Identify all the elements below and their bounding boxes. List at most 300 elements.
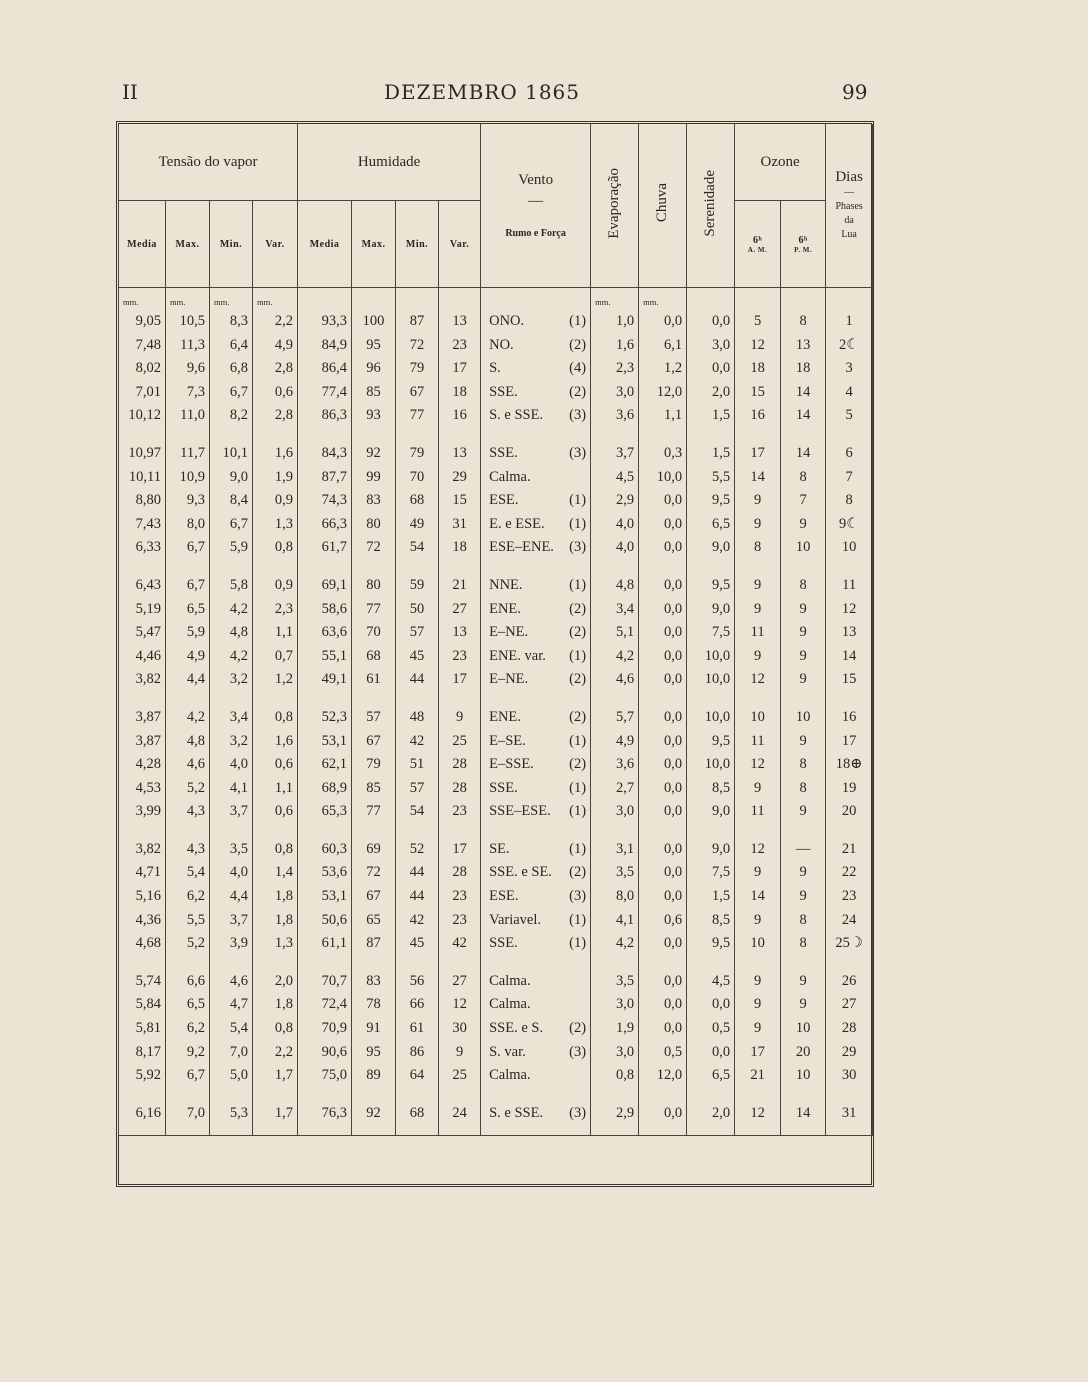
cell-hn: 68: [396, 1102, 439, 1126]
cell-hn: 57: [396, 777, 439, 801]
cell-tv: 1,7: [253, 1064, 298, 1088]
cell-tx: 6,5: [166, 993, 210, 1017]
vento-rumo: E–SSE.: [489, 756, 534, 773]
cell-ev: 3,7: [591, 442, 639, 466]
cell-oa: 9: [735, 970, 781, 994]
cell-hv: 23: [439, 885, 481, 909]
cell-hm: 86,3: [298, 404, 352, 428]
header-ozone-pm: [781, 201, 826, 288]
cell-op: 9: [781, 800, 826, 824]
vento-rumo: Calma.: [489, 972, 531, 989]
cell-se: 0,0: [687, 310, 735, 334]
cell-tn: 3,4: [210, 706, 253, 730]
cell-op: 8: [781, 466, 826, 490]
cell-oa: 10: [735, 706, 781, 730]
cell-vento: [481, 621, 591, 645]
cell-tv: 2,8: [253, 404, 298, 428]
cell-se: 9,5: [687, 730, 735, 754]
header-tensao: Tensão do vapor: [119, 124, 298, 201]
cell-op: 9: [781, 730, 826, 754]
cell-hv: 24: [439, 1102, 481, 1126]
cell-tx: 5,9: [166, 621, 210, 645]
cell-hm: 75,0: [298, 1064, 352, 1088]
vento-rumo: S. var.: [489, 1043, 526, 1060]
cell-op: 9: [781, 621, 826, 645]
header-vento-dash: —: [528, 193, 544, 209]
row-gap: [119, 428, 873, 442]
cell-hx: 77: [352, 800, 396, 824]
cell-se: 0,0: [687, 1041, 735, 1065]
cell-d: 6: [826, 442, 873, 466]
cell-se: 9,0: [687, 536, 735, 560]
cell-op: 18: [781, 357, 826, 381]
cell-tv: 2,8: [253, 357, 298, 381]
cell-op: 14: [781, 381, 826, 405]
cell-tn: 3,2: [210, 668, 253, 692]
cell-hx: 67: [352, 885, 396, 909]
vento-rumo: ENE.: [489, 708, 521, 725]
cell-ch: 0,0: [639, 993, 687, 1017]
cell-tx: 5,4: [166, 861, 210, 885]
cell-oa: 16: [735, 404, 781, 428]
cell-tm: 5,81: [119, 1017, 166, 1041]
cell-tm: 10,11: [119, 466, 166, 490]
vento-rumo: Calma.: [489, 468, 531, 485]
cell-tx: 4,3: [166, 800, 210, 824]
cell-d: 30: [826, 1064, 873, 1088]
cell-ch: 0,0: [639, 668, 687, 692]
cell-d: 29: [826, 1041, 873, 1065]
cell-vento: [481, 909, 591, 933]
cell-d: 15: [826, 668, 873, 692]
cell-d: 24: [826, 909, 873, 933]
header-serenidade: [687, 124, 735, 288]
vento-forca: (2): [569, 383, 587, 400]
cell-tm: 5,74: [119, 970, 166, 994]
cell-ev: 2,9: [591, 489, 639, 513]
cell-hm: 69,1: [298, 574, 352, 598]
cell-d: 22: [826, 861, 873, 885]
cell-oa: 10: [735, 932, 781, 956]
cell-tv: 1,8: [253, 885, 298, 909]
cell-ch: 0,0: [639, 536, 687, 560]
vento-rumo: SSE–ESE.: [489, 803, 551, 820]
cell-op: 9: [781, 598, 826, 622]
cell-tn: 5,3: [210, 1102, 253, 1126]
cell-d: 27: [826, 993, 873, 1017]
cell-se: 7,5: [687, 621, 735, 645]
cell-tm: 7,01: [119, 381, 166, 405]
cell-tn: 4,1: [210, 777, 253, 801]
cell-hm: 60,3: [298, 838, 352, 862]
cell-d: 5: [826, 404, 873, 428]
cell-tn: 6,7: [210, 381, 253, 405]
cell-ev: 4,9: [591, 730, 639, 754]
cell-hv: 15: [439, 489, 481, 513]
cell-tn: 6,8: [210, 357, 253, 381]
cell-ch: 0,0: [639, 1102, 687, 1126]
cell-tn: 8,3: [210, 310, 253, 334]
header-ozone-pm-hour: 6ʰ: [798, 234, 808, 246]
cell-op: 20: [781, 1041, 826, 1065]
cell-tv: 1,3: [253, 932, 298, 956]
cell-hm: 61,1: [298, 932, 352, 956]
header-chuva: [639, 124, 687, 288]
cell-d: 10: [826, 536, 873, 560]
cell-tx: 5,2: [166, 932, 210, 956]
cell-vento: [481, 932, 591, 956]
cell-ch: 0,0: [639, 645, 687, 669]
cell-hm: 77,4: [298, 381, 352, 405]
cell-tm: 4,71: [119, 861, 166, 885]
cell-ev: 4,1: [591, 909, 639, 933]
cell-tx: 10,9: [166, 466, 210, 490]
cell-ev: 3,6: [591, 404, 639, 428]
cell-tn: 4,2: [210, 598, 253, 622]
cell-hx: 78: [352, 993, 396, 1017]
cell-hn: 54: [396, 800, 439, 824]
cell-tv: 1,1: [253, 621, 298, 645]
cell-tv: 1,3: [253, 513, 298, 537]
cell-tm: 8,80: [119, 489, 166, 513]
cell-tn: 5,4: [210, 1017, 253, 1041]
cell-hv: 23: [439, 800, 481, 824]
cell-oa: 9: [735, 489, 781, 513]
cell-hn: 68: [396, 489, 439, 513]
cell-hv: 17: [439, 668, 481, 692]
cell-hm: 87,7: [298, 466, 352, 490]
cell-oa: 11: [735, 730, 781, 754]
cell-ch: 0,0: [639, 730, 687, 754]
cell-se: 9,5: [687, 574, 735, 598]
cell-d: 13: [826, 621, 873, 645]
cell-hx: 77: [352, 598, 396, 622]
cell-hx: 96: [352, 357, 396, 381]
cell-hv: 23: [439, 909, 481, 933]
cell-vento: [481, 730, 591, 754]
cell-hn: 77: [396, 404, 439, 428]
cell-hv: 28: [439, 753, 481, 777]
cell-op: 13: [781, 334, 826, 358]
cell-tn: 5,0: [210, 1064, 253, 1088]
cell-tn: 3,7: [210, 909, 253, 933]
cell-tn: 6,4: [210, 334, 253, 358]
cell-ev: 4,2: [591, 645, 639, 669]
cell-hv: 13: [439, 621, 481, 645]
cell-op: 8: [781, 310, 826, 334]
cell-hn: 44: [396, 885, 439, 909]
header-dias-da: da: [844, 215, 854, 226]
cell-se: 0,0: [687, 993, 735, 1017]
cell-tm: 7,48: [119, 334, 166, 358]
unit-cell: mm.: [591, 288, 639, 311]
page-header: [0, 80, 1088, 110]
cell-vento: [481, 1041, 591, 1065]
cell-ch: 0,0: [639, 706, 687, 730]
vento-forca: (1): [569, 803, 587, 820]
cell-op: 14: [781, 442, 826, 466]
cell-hx: 72: [352, 861, 396, 885]
cell-hv: 25: [439, 1064, 481, 1088]
vento-rumo: Variavel.: [489, 911, 542, 928]
cell-tv: 1,6: [253, 730, 298, 754]
cell-vento: [481, 970, 591, 994]
cell-tx: 6,6: [166, 970, 210, 994]
cell-ch: 0,6: [639, 909, 687, 933]
cell-op: 8: [781, 932, 826, 956]
table-row: [119, 1041, 873, 1065]
cell-se: 0,0: [687, 357, 735, 381]
table-row: [119, 598, 873, 622]
vento-forca: (2): [569, 671, 587, 688]
cell-hx: 72: [352, 536, 396, 560]
cell-hm: 49,1: [298, 668, 352, 692]
cell-ch: 0,5: [639, 1041, 687, 1065]
cell-tn: 7,0: [210, 1041, 253, 1065]
cell-hv: 30: [439, 1017, 481, 1041]
cell-hm: 50,6: [298, 909, 352, 933]
cell-op: 8: [781, 753, 826, 777]
vento-forca: (1): [569, 935, 587, 952]
table-row: [119, 645, 873, 669]
cell-tv: 0,9: [253, 489, 298, 513]
cell-tv: 2,2: [253, 310, 298, 334]
cell-tm: 10,12: [119, 404, 166, 428]
vento-forca: (2): [569, 1020, 587, 1037]
cell-oa: 12: [735, 753, 781, 777]
vento-forca: (3): [569, 444, 587, 461]
cell-tn: 3,2: [210, 730, 253, 754]
cell-tm: 3,82: [119, 668, 166, 692]
cell-oa: 12: [735, 838, 781, 862]
cell-hm: 53,1: [298, 885, 352, 909]
cell-ch: 0,3: [639, 442, 687, 466]
cell-se: 10,0: [687, 706, 735, 730]
table-row: [119, 489, 873, 513]
table-row: [119, 753, 873, 777]
cell-hn: 49: [396, 513, 439, 537]
header-ozone-am-sub: A. M.: [747, 245, 768, 254]
cell-op: 10: [781, 1017, 826, 1041]
cell-tn: 5,8: [210, 574, 253, 598]
cell-oa: 9: [735, 598, 781, 622]
cell-op: 8: [781, 909, 826, 933]
cell-tx: 6,7: [166, 1064, 210, 1088]
cell-tn: 5,9: [210, 536, 253, 560]
table-row: [119, 1102, 873, 1126]
cell-tx: 6,5: [166, 598, 210, 622]
cell-tv: 0,8: [253, 1017, 298, 1041]
cell-oa: 14: [735, 466, 781, 490]
cell-tx: 6,2: [166, 885, 210, 909]
header-humidade-media: Media: [298, 201, 352, 288]
cell-vento: [481, 800, 591, 824]
cell-ch: 10,0: [639, 466, 687, 490]
header-dias-phases: Phases: [835, 201, 863, 212]
cell-ev: 3,0: [591, 1041, 639, 1065]
cell-tv: 1,2: [253, 668, 298, 692]
cell-hn: 66: [396, 993, 439, 1017]
cell-tv: 1,1: [253, 777, 298, 801]
cell-ev: 0,8: [591, 1064, 639, 1088]
cell-se: 5,5: [687, 466, 735, 490]
cell-vento: [481, 381, 591, 405]
cell-d: 2☾: [826, 334, 873, 358]
cell-ev: 3,5: [591, 970, 639, 994]
cell-ch: 0,0: [639, 885, 687, 909]
cell-op: 8: [781, 574, 826, 598]
cell-oa: 21: [735, 1064, 781, 1088]
cell-tm: 5,16: [119, 885, 166, 909]
cell-vento: [481, 442, 591, 466]
vento-rumo: SSE.: [489, 383, 518, 400]
cell-op: 14: [781, 1102, 826, 1126]
cell-hm: 65,3: [298, 800, 352, 824]
vento-rumo: Calma.: [489, 996, 531, 1013]
header-serenidade-label: Serenidade: [702, 169, 719, 237]
cell-tm: 3,87: [119, 730, 166, 754]
units-row: [119, 288, 873, 311]
vento-forca: (3): [569, 1043, 587, 1060]
row-gap: [119, 692, 873, 706]
cell-tn: 4,2: [210, 645, 253, 669]
vento-forca: (1): [569, 515, 587, 532]
table-row: [119, 838, 873, 862]
cell-tm: 3,99: [119, 800, 166, 824]
vento-forca: (3): [569, 539, 587, 556]
cell-hv: 9: [439, 1041, 481, 1065]
cell-hv: 18: [439, 536, 481, 560]
cell-tm: 5,92: [119, 1064, 166, 1088]
header-chuva-label: Chuva: [654, 183, 671, 223]
cell-ch: 0,0: [639, 777, 687, 801]
cell-hv: 18: [439, 381, 481, 405]
cell-hv: 27: [439, 598, 481, 622]
cell-ev: 3,0: [591, 381, 639, 405]
cell-d: 31: [826, 1102, 873, 1126]
cell-tv: 0,7: [253, 645, 298, 669]
cell-hn: 61: [396, 1017, 439, 1041]
cell-tv: 1,8: [253, 993, 298, 1017]
cell-hv: 31: [439, 513, 481, 537]
cell-hv: 13: [439, 310, 481, 334]
cell-ev: 1,0: [591, 310, 639, 334]
cell-oa: 9: [735, 574, 781, 598]
cell-d: 3: [826, 357, 873, 381]
cell-hm: 74,3: [298, 489, 352, 513]
cell-hv: 16: [439, 404, 481, 428]
cell-tx: 7,3: [166, 381, 210, 405]
cell-se: 2,0: [687, 1102, 735, 1126]
cell-tm: 6,33: [119, 536, 166, 560]
vento-rumo: E–NE.: [489, 671, 529, 688]
cell-se: 2,0: [687, 381, 735, 405]
cell-tx: 6,7: [166, 536, 210, 560]
cell-vento: [481, 357, 591, 381]
header-tensao-min: Min.: [210, 201, 253, 288]
cell-hv: 12: [439, 993, 481, 1017]
cell-hx: 95: [352, 1041, 396, 1065]
vento-rumo: Calma.: [489, 1067, 531, 1084]
cell-ev: 3,0: [591, 993, 639, 1017]
header-ozone: Ozone: [735, 124, 826, 201]
header-vento-title: Vento: [518, 172, 554, 188]
cell-d: 8: [826, 489, 873, 513]
vento-rumo: ENE. var.: [489, 647, 546, 664]
cell-d: 25☽: [826, 932, 873, 956]
cell-op: 10: [781, 536, 826, 560]
cell-tx: 5,2: [166, 777, 210, 801]
vento-rumo: S. e SSE.: [489, 407, 544, 424]
header-tensao-max: Max.: [166, 201, 210, 288]
cell-se: 4,5: [687, 970, 735, 994]
cell-se: 1,5: [687, 885, 735, 909]
cell-vento: [481, 861, 591, 885]
cell-oa: 12: [735, 1102, 781, 1126]
table-row: [119, 442, 873, 466]
table-row: [119, 381, 873, 405]
bottom-rule: [119, 1125, 873, 1136]
cell-tx: 4,2: [166, 706, 210, 730]
cell-hv: 28: [439, 861, 481, 885]
cell-oa: 11: [735, 800, 781, 824]
cell-tv: 0,8: [253, 706, 298, 730]
cell-ev: 3,0: [591, 800, 639, 824]
cell-ev: 3,6: [591, 753, 639, 777]
cell-ch: 0,0: [639, 861, 687, 885]
cell-hn: 44: [396, 861, 439, 885]
cell-oa: 17: [735, 442, 781, 466]
cell-vento: [481, 1064, 591, 1088]
cell-hv: 23: [439, 645, 481, 669]
cell-hx: 92: [352, 442, 396, 466]
cell-ch: 1,1: [639, 404, 687, 428]
cell-tn: 3,7: [210, 800, 253, 824]
cell-tv: 2,0: [253, 970, 298, 994]
cell-hv: 27: [439, 970, 481, 994]
cell-ev: 8,0: [591, 885, 639, 909]
section-number: II: [122, 80, 138, 104]
cell-hx: 100: [352, 310, 396, 334]
row-gap: [119, 560, 873, 574]
vento-forca: (2): [569, 624, 587, 641]
cell-hx: 85: [352, 381, 396, 405]
cell-hx: 95: [352, 334, 396, 358]
cell-hm: 53,6: [298, 861, 352, 885]
cell-vento: [481, 404, 591, 428]
cell-tn: 8,4: [210, 489, 253, 513]
unit-cell: mm.: [639, 288, 687, 311]
cell-op: 9: [781, 993, 826, 1017]
cell-hn: 86: [396, 1041, 439, 1065]
cell-op: 8: [781, 777, 826, 801]
cell-ch: 0,0: [639, 621, 687, 645]
cell-hv: 25: [439, 730, 481, 754]
cell-ev: 4,5: [591, 466, 639, 490]
cell-se: 8,5: [687, 909, 735, 933]
vento-forca: (2): [569, 600, 587, 617]
vento-rumo: ESE–ENE.: [489, 539, 554, 556]
cell-hn: 51: [396, 753, 439, 777]
cell-vento: [481, 645, 591, 669]
cell-se: 7,5: [687, 861, 735, 885]
vento-forca: (2): [569, 864, 587, 881]
cell-tm: 10,97: [119, 442, 166, 466]
header-humidade-max: Max.: [352, 201, 396, 288]
cell-tn: 4,7: [210, 993, 253, 1017]
cell-ev: 2,3: [591, 357, 639, 381]
cell-tm: 5,84: [119, 993, 166, 1017]
